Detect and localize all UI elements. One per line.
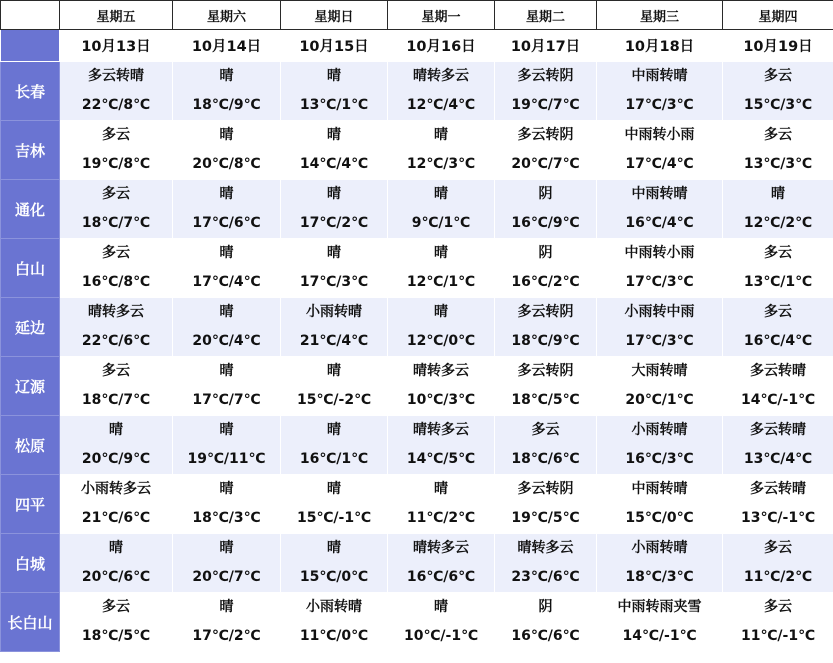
forecast-cell <box>281 593 388 652</box>
weather-condition: 晴 <box>219 127 234 143</box>
forecast-cell <box>388 357 495 416</box>
temperature-range: 12℃/0℃ <box>406 333 476 349</box>
weather-condition: 多云 <box>531 422 560 438</box>
forecast-cell <box>597 534 723 593</box>
weather-condition: 多云 <box>764 304 792 320</box>
forecast-cell <box>281 62 388 121</box>
forecast-cell <box>173 180 281 239</box>
temperature-range: 17℃/2℃ <box>192 628 261 644</box>
temperature-range: 20℃/8℃ <box>192 156 261 172</box>
temperature-range: 17℃/4℃ <box>625 156 694 172</box>
temperature-range: 16℃/1℃ <box>299 451 369 467</box>
forecast-cell <box>388 121 495 180</box>
forecast-cell <box>60 239 173 298</box>
forecast-cell <box>597 475 723 534</box>
weather-condition: 晴转多云 <box>88 304 144 320</box>
temperature-range: 11℃/2℃ <box>406 510 476 526</box>
forecast-cell <box>723 180 833 239</box>
temperature-range: 14℃/4℃ <box>299 156 369 172</box>
temperature-range: 22℃/8℃ <box>81 97 151 113</box>
temperature-range: 20℃/1℃ <box>625 392 694 408</box>
weather-condition: 小雨转中雨 <box>624 304 695 320</box>
weather-condition: 晴 <box>434 245 448 261</box>
forecast-cell <box>597 62 723 121</box>
temperature-range: 16℃/6℃ <box>511 628 580 644</box>
weather-condition: 晴 <box>219 540 234 556</box>
forecast-cell <box>60 593 173 652</box>
date-header: 10月18日 <box>597 30 723 62</box>
temperature-range: 14℃/-1℃ <box>622 628 697 644</box>
temperature-range: 15℃/-1℃ <box>296 510 372 526</box>
date-header-row <box>1 30 833 62</box>
date-header: 10月14日 <box>173 30 281 62</box>
forecast-cell <box>173 475 281 534</box>
temperature-range: 18℃/5℃ <box>511 392 580 408</box>
weather-condition: 晴 <box>327 540 341 556</box>
city-name: 四平 <box>1 475 60 534</box>
temperature-range: 17℃/6℃ <box>192 215 261 231</box>
temperature-range: 22℃/6℃ <box>81 333 151 349</box>
weather-condition: 多云转阴 <box>517 481 574 497</box>
temperature-range: 18℃/5℃ <box>81 628 151 644</box>
date-header-corner <box>1 30 60 62</box>
temperature-range: 14℃/5℃ <box>406 451 476 467</box>
header-corner <box>1 1 60 30</box>
temperature-range: 16℃/6℃ <box>406 569 476 585</box>
city-name: 长春 <box>1 62 60 121</box>
temperature-range: 17℃/3℃ <box>625 333 694 349</box>
temperature-range: 11℃/-1℃ <box>740 628 816 644</box>
weather-condition: 中雨转小雨 <box>624 127 695 143</box>
weather-condition: 中雨转小雨 <box>624 245 695 261</box>
forecast-cell <box>495 121 597 180</box>
weather-condition: 多云 <box>102 245 130 261</box>
forecast-cell <box>281 180 388 239</box>
forecast-cell <box>495 239 597 298</box>
weather-condition: 多云转阴 <box>517 127 574 143</box>
weather-condition: 多云 <box>102 186 130 202</box>
temperature-range: 18℃/6℃ <box>511 451 580 467</box>
weather-condition: 小雨转晴 <box>306 599 362 615</box>
forecast-cell <box>60 475 173 534</box>
forecast-cell <box>723 357 833 416</box>
weather-condition: 晴转多云 <box>517 540 574 556</box>
forecast-cell <box>173 239 281 298</box>
forecast-cell <box>723 593 833 652</box>
temperature-range: 11℃/2℃ <box>743 569 813 585</box>
city-row <box>1 62 833 121</box>
forecast-cell <box>597 298 723 357</box>
temperature-range: 21℃/6℃ <box>81 510 151 526</box>
temperature-range: 18℃/7℃ <box>81 215 151 231</box>
temperature-range: 12℃/3℃ <box>406 156 476 172</box>
weather-condition: 多云转晴 <box>750 481 806 497</box>
weather-condition: 多云 <box>764 68 792 84</box>
forecast-cell <box>723 121 833 180</box>
weather-condition: 小雨转多云 <box>81 481 151 497</box>
temperature-range: 17℃/3℃ <box>625 274 694 290</box>
temperature-range: 13℃/1℃ <box>743 274 813 290</box>
weather-condition: 晴 <box>109 422 123 438</box>
temperature-range: 23℃/6℃ <box>511 569 580 585</box>
weekday-header: 星期二 <box>495 1 597 30</box>
temperature-range: 18℃/7℃ <box>81 392 151 408</box>
forecast-cell <box>60 534 173 593</box>
city-name: 通化 <box>1 180 60 239</box>
weekday-header: 星期日 <box>281 1 388 30</box>
city-row <box>1 239 833 298</box>
temperature-range: 19℃/11℃ <box>187 451 266 467</box>
forecast-cell <box>388 298 495 357</box>
city-name: 白城 <box>1 534 60 593</box>
temperature-range: 13℃/1℃ <box>299 97 369 113</box>
weather-condition: 大雨转晴 <box>631 363 688 379</box>
weather-condition: 多云转阴 <box>517 304 574 320</box>
city-name: 松原 <box>1 416 60 475</box>
city-row <box>1 180 833 239</box>
forecast-cell <box>723 475 833 534</box>
temperature-range: 15℃/0℃ <box>299 569 369 585</box>
weather-condition: 晴 <box>327 422 341 438</box>
forecast-cell <box>495 298 597 357</box>
city-name: 延边 <box>1 298 60 357</box>
temperature-range: 12℃/2℃ <box>743 215 813 231</box>
forecast-cell <box>723 239 833 298</box>
temperature-range: 15℃/3℃ <box>743 97 813 113</box>
forecast-cell <box>597 121 723 180</box>
forecast-cell <box>60 180 173 239</box>
weather-condition: 多云 <box>102 127 130 143</box>
temperature-range: 13℃/4℃ <box>743 451 813 467</box>
temperature-range: 18℃/9℃ <box>511 333 580 349</box>
weather-condition: 小雨转晴 <box>631 540 688 556</box>
temperature-range: 10℃/-1℃ <box>403 628 479 644</box>
temperature-range: 13℃/-1℃ <box>740 510 816 526</box>
temperature-range: 20℃/7℃ <box>192 569 261 585</box>
forecast-cell <box>60 357 173 416</box>
city-name: 白山 <box>1 239 60 298</box>
temperature-range: 17℃/7℃ <box>192 392 261 408</box>
date-header: 10月13日 <box>60 30 173 62</box>
weather-condition: 阴 <box>538 245 553 261</box>
weekday-header: 星期三 <box>597 1 723 30</box>
weather-condition: 小雨转晴 <box>306 304 362 320</box>
temperature-range: 19℃/8℃ <box>81 156 151 172</box>
forecast-cell <box>597 593 723 652</box>
forecast-cell <box>495 62 597 121</box>
temperature-range: 21℃/4℃ <box>299 333 369 349</box>
temperature-range: 16℃/2℃ <box>511 274 580 290</box>
forecast-cell <box>173 593 281 652</box>
weather-condition: 晴 <box>327 481 341 497</box>
weather-condition: 中雨转晴 <box>631 481 688 497</box>
forecast-cell <box>597 180 723 239</box>
forecast-cell <box>495 475 597 534</box>
temperature-range: 17℃/3℃ <box>625 97 694 113</box>
weather-condition: 多云 <box>764 540 792 556</box>
weather-condition: 晴 <box>219 599 234 615</box>
forecast-cell <box>281 239 388 298</box>
weather-condition: 晴 <box>434 186 448 202</box>
temperature-range: 20℃/6℃ <box>81 569 151 585</box>
weather-condition: 晴 <box>327 68 341 84</box>
weekday-header-row <box>1 1 833 30</box>
weather-condition: 多云转晴 <box>750 422 806 438</box>
weather-condition: 晴转多云 <box>413 422 469 438</box>
temperature-range: 16℃/4℃ <box>625 215 694 231</box>
city-row <box>1 416 833 475</box>
forecast-cell <box>60 62 173 121</box>
temperature-range: 14℃/-1℃ <box>740 392 816 408</box>
weather-condition: 晴 <box>434 304 448 320</box>
weather-condition: 小雨转晴 <box>631 422 688 438</box>
date-header: 10月19日 <box>723 30 833 62</box>
temperature-range: 16℃/3℃ <box>625 451 694 467</box>
weather-condition: 晴 <box>219 481 234 497</box>
forecast-cell <box>388 62 495 121</box>
weekday-header: 星期五 <box>60 1 173 30</box>
temperature-range: 19℃/5℃ <box>511 510 580 526</box>
forecast-cell <box>173 62 281 121</box>
weather-condition: 晴 <box>434 127 448 143</box>
forecast-cell <box>388 475 495 534</box>
forecast-cell <box>495 180 597 239</box>
weather-condition: 多云 <box>764 245 792 261</box>
weather-condition: 多云转阴 <box>517 363 574 379</box>
city-row <box>1 357 833 416</box>
weather-condition: 晴 <box>771 186 785 202</box>
weather-condition: 多云 <box>764 127 792 143</box>
forecast-cell <box>173 416 281 475</box>
city-name: 辽源 <box>1 357 60 416</box>
weather-condition: 多云转晴 <box>88 68 144 84</box>
forecast-cell <box>495 416 597 475</box>
forecast-cell <box>281 475 388 534</box>
date-header: 10月16日 <box>388 30 495 62</box>
temperature-range: 18℃/3℃ <box>192 510 261 526</box>
weather-condition: 晴 <box>219 304 234 320</box>
forecast-cell <box>281 416 388 475</box>
forecast-cell <box>173 121 281 180</box>
forecast-cell <box>281 298 388 357</box>
forecast-cell <box>723 534 833 593</box>
weekday-header: 星期四 <box>723 1 833 30</box>
temperature-range: 18℃/3℃ <box>625 569 694 585</box>
weather-condition: 多云 <box>102 363 130 379</box>
forecast-cell <box>388 593 495 652</box>
weather-condition: 晴转多云 <box>413 363 469 379</box>
temperature-range: 13℃/3℃ <box>743 156 813 172</box>
weather-condition: 多云转晴 <box>750 363 806 379</box>
weather-condition: 晴 <box>327 186 341 202</box>
weather-condition: 晴 <box>219 186 234 202</box>
weather-condition: 晴 <box>434 481 448 497</box>
forecast-cell <box>173 298 281 357</box>
weather-condition: 晴 <box>327 363 341 379</box>
forecast-cell <box>60 298 173 357</box>
city-row <box>1 298 833 357</box>
temperature-range: 12℃/1℃ <box>406 274 476 290</box>
forecast-cell <box>597 239 723 298</box>
weekday-header: 星期六 <box>173 1 281 30</box>
weather-condition: 晴 <box>219 422 234 438</box>
weather-condition: 晴 <box>327 245 341 261</box>
temperature-range: 16℃/9℃ <box>511 215 580 231</box>
forecast-cell <box>388 239 495 298</box>
temperature-range: 12℃/4℃ <box>406 97 476 113</box>
forecast-cell <box>173 357 281 416</box>
temperature-range: 11℃/0℃ <box>299 628 369 644</box>
weather-condition: 阴 <box>538 186 553 202</box>
temperature-range: 20℃/4℃ <box>192 333 261 349</box>
date-header: 10月15日 <box>281 30 388 62</box>
temperature-range: 16℃/4℃ <box>743 333 813 349</box>
city-row <box>1 534 833 593</box>
weather-condition: 晴 <box>219 363 234 379</box>
weather-condition: 晴 <box>109 540 123 556</box>
temperature-range: 9℃/1℃ <box>411 215 471 231</box>
city-name: 长白山 <box>1 593 60 652</box>
temperature-range: 15℃/-2℃ <box>296 392 372 408</box>
temperature-range: 17℃/2℃ <box>299 215 369 231</box>
city-row <box>1 593 833 652</box>
forecast-cell <box>597 416 723 475</box>
weather-condition: 晴 <box>434 599 448 615</box>
temperature-range: 19℃/7℃ <box>511 97 580 113</box>
temperature-range: 17℃/3℃ <box>299 274 369 290</box>
forecast-cell <box>281 534 388 593</box>
temperature-range: 16℃/8℃ <box>81 274 151 290</box>
weather-condition: 阴 <box>538 599 553 615</box>
temperature-range: 17℃/4℃ <box>192 274 261 290</box>
forecast-cell <box>60 416 173 475</box>
forecast-cell <box>388 180 495 239</box>
weather-condition: 晴 <box>219 68 234 84</box>
temperature-range: 18℃/9℃ <box>192 97 261 113</box>
city-row <box>1 121 833 180</box>
forecast-cell <box>495 357 597 416</box>
forecast-cell <box>281 121 388 180</box>
temperature-range: 20℃/7℃ <box>511 156 580 172</box>
weather-condition: 多云 <box>764 599 792 615</box>
forecast-cell <box>495 593 597 652</box>
forecast-cell <box>388 534 495 593</box>
forecast-cell <box>60 121 173 180</box>
forecast-cell <box>173 534 281 593</box>
temperature-range: 15℃/0℃ <box>625 510 694 526</box>
weather-condition: 多云 <box>102 599 130 615</box>
weather-condition: 晴 <box>327 127 341 143</box>
city-row <box>1 475 833 534</box>
weekday-header: 星期一 <box>388 1 495 30</box>
weather-condition: 晴转多云 <box>413 68 469 84</box>
temperature-range: 20℃/9℃ <box>81 451 151 467</box>
weather-condition: 晴 <box>219 245 234 261</box>
forecast-cell <box>723 416 833 475</box>
weather-condition: 中雨转晴 <box>631 68 688 84</box>
forecast-cell <box>723 62 833 121</box>
forecast-cell <box>723 298 833 357</box>
forecast-cell <box>597 357 723 416</box>
city-name: 吉林 <box>1 121 60 180</box>
weather-condition: 多云转阴 <box>517 68 574 84</box>
forecast-cell <box>281 357 388 416</box>
forecast-cell <box>495 534 597 593</box>
forecast-cell <box>388 416 495 475</box>
temperature-range: 10℃/3℃ <box>406 392 476 408</box>
date-header: 10月17日 <box>495 30 597 62</box>
weather-condition: 中雨转雨夹雪 <box>617 599 702 615</box>
weather-condition: 中雨转晴 <box>631 186 688 202</box>
weather-condition: 晴转多云 <box>413 540 469 556</box>
